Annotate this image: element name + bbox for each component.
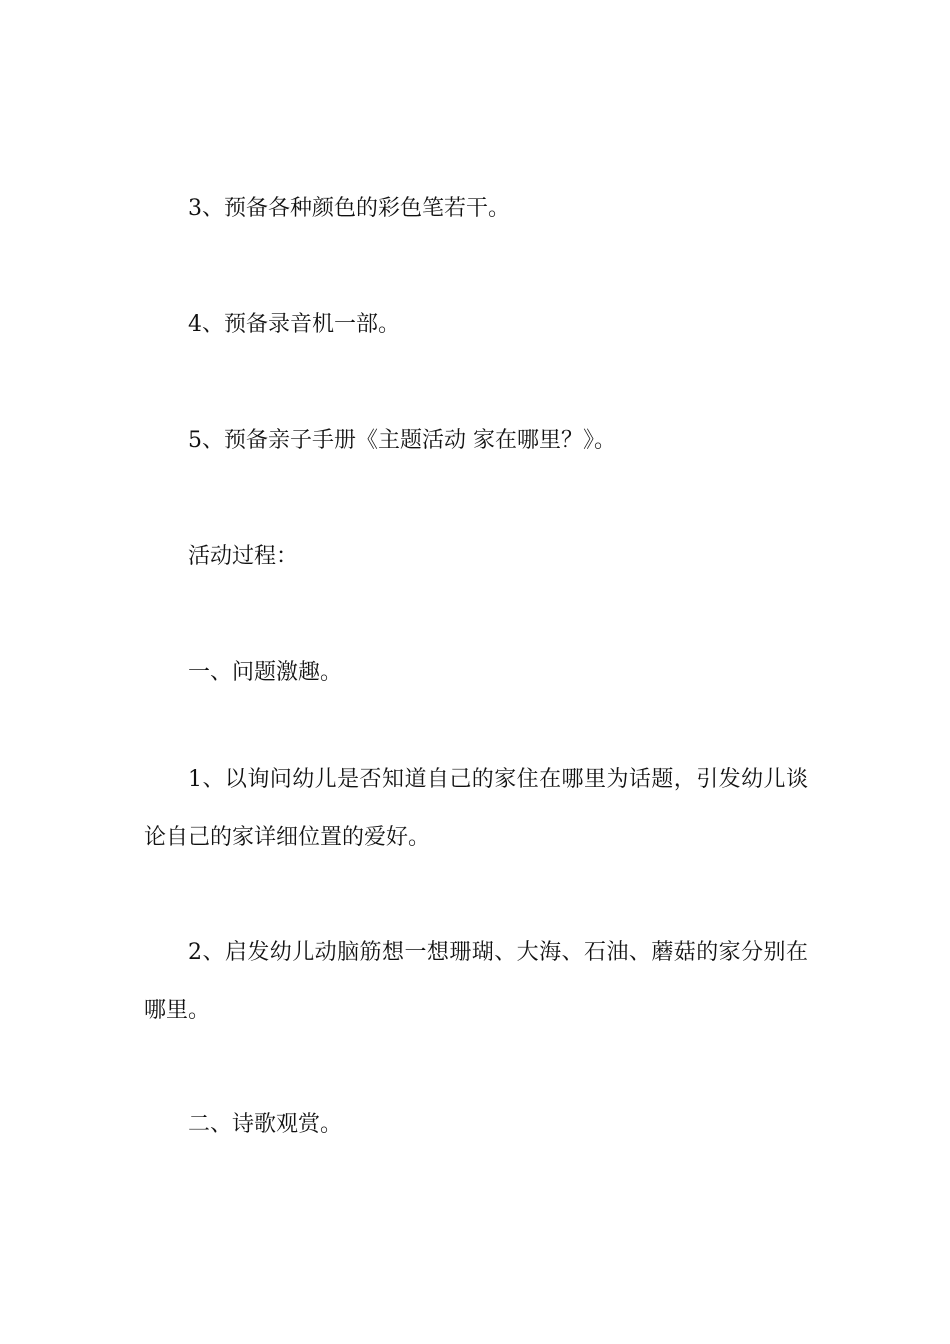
section-heading-question: 一、问题激趣。 [188,660,343,685]
section-heading-poetry: 二、诗歌观赏。 [188,1112,343,1137]
paragraph-item-3: 3、预备各种颜色的彩色笔若干。 [188,196,510,221]
section-heading-activity-process: 活动过程： [188,544,299,569]
paragraph-item-5: 5、预备亲子手册《主题活动 家在哪里？》。 [188,428,616,453]
paragraph-step-2: 2、启发幼儿动脑筋想一想珊瑚、大海、石油、蘑菇的家分别在哪里。 [144,940,808,1023]
paragraph-step-1: 1、以询问幼儿是否知道自己的家住在哪里为话题，引发幼儿谈论自己的家详细位置的爱好。 [144,767,808,850]
paragraph-item-4: 4、预备录音机一部。 [188,312,400,337]
